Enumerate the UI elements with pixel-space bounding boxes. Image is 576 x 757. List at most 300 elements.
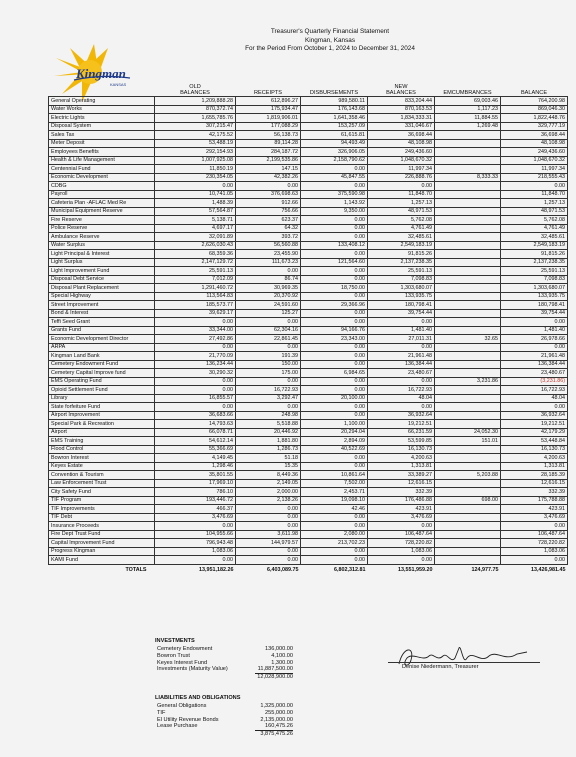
amount-cell: 66,078.71 xyxy=(155,428,236,437)
amount-cell xyxy=(435,258,501,267)
amount-cell: 1,881.80 xyxy=(236,437,301,446)
column-header: NEW BALANCES xyxy=(386,84,416,97)
amount-cell: 2,199,535.86 xyxy=(236,156,301,165)
amount-cell: 25,591.13 xyxy=(501,267,568,276)
amount-cell: 23,480.67 xyxy=(368,369,435,378)
amount-cell: 4,200.63 xyxy=(368,454,435,463)
amount-cell xyxy=(435,386,501,395)
amount-cell xyxy=(435,309,501,318)
amount-cell: 2,158,790.62 xyxy=(301,156,368,165)
table-row xyxy=(49,505,568,514)
amount-cell xyxy=(435,343,501,352)
table-row xyxy=(49,148,568,157)
amount-cell: 22,861.45 xyxy=(236,335,301,344)
totals-label: TOTALS xyxy=(125,566,147,573)
amount-cell: 20,294.04 xyxy=(301,428,368,437)
amount-cell: 796,943.48 xyxy=(155,539,236,548)
amount-cell xyxy=(435,505,501,514)
amount-cell: 0.00 xyxy=(236,403,301,412)
amount-cell: 53,488.19 xyxy=(155,139,236,148)
amount-cell: 423.91 xyxy=(368,505,435,514)
amount-cell: 0.00 xyxy=(301,267,368,276)
amount-cell xyxy=(435,284,501,293)
amount-cell: 0.00 xyxy=(501,556,568,565)
amount-cell xyxy=(435,131,501,140)
amount-cell: 28,185.39 xyxy=(501,471,568,480)
amount-cell: 111,673.23 xyxy=(236,258,301,267)
amount-cell: 42,175.52 xyxy=(155,131,236,140)
list-item: Bowron Trust 4,100.00 xyxy=(157,652,293,659)
amount-cell: 1,641,358.46 xyxy=(301,114,368,123)
amount-cell xyxy=(435,462,501,471)
amount-cell: 86.74 xyxy=(236,275,301,284)
amount-cell: 326,906.05 xyxy=(301,148,368,157)
table-row xyxy=(49,411,568,420)
table-row xyxy=(49,335,568,344)
amount-cell: 175.00 xyxy=(236,369,301,378)
fund-name-cell: Keyes Estate xyxy=(49,462,155,471)
fund-name-cell: EMS Operating Fund xyxy=(49,377,155,386)
amount-cell: 393.72 xyxy=(236,233,301,242)
table-row xyxy=(49,224,568,233)
amount-cell xyxy=(435,318,501,327)
fund-header xyxy=(49,84,155,97)
amount-cell: 0.00 xyxy=(155,343,236,352)
fund-name-cell: Insurance Proceeds xyxy=(49,522,155,531)
list-item: Lease Purchase 160,475.26 xyxy=(157,723,293,730)
fund-name-cell: Flood Control xyxy=(49,445,155,454)
fund-name-cell: ARPA xyxy=(49,343,155,352)
amount-cell: 329,777.19 xyxy=(501,122,568,131)
amount-cell xyxy=(435,445,501,454)
amount-cell: 42,382.26 xyxy=(236,173,301,182)
table-row xyxy=(49,292,568,301)
amount-cell: 30,290.32 xyxy=(155,369,236,378)
amount-cell: 0.00 xyxy=(501,343,568,352)
column-header: BALANCE xyxy=(520,90,548,97)
amount-cell: 249,436.60 xyxy=(501,148,568,157)
amount-cell xyxy=(435,488,501,497)
amount-cell: 23,480.67 xyxy=(501,369,568,378)
fund-name-cell: Teffi Seed Grant xyxy=(49,318,155,327)
investments-total: 12,028,900.00 xyxy=(255,673,293,680)
amount-cell xyxy=(435,352,501,361)
amount-cell: 4,761.49 xyxy=(368,224,435,233)
fund-name-cell: Special Park & Recreation xyxy=(49,420,155,429)
amount-cell: 16,855.57 xyxy=(155,394,236,403)
amount-cell xyxy=(435,479,501,488)
fund-name-cell: Progress Kingman xyxy=(49,547,155,556)
amount-cell: 193,446.72 xyxy=(155,496,236,505)
amount-cell: 25,591.13 xyxy=(368,267,435,276)
amount-cell: 1,257.13 xyxy=(501,199,568,208)
amount-cell: 5,762.08 xyxy=(368,216,435,225)
amount-cell xyxy=(435,156,501,165)
table-row xyxy=(49,394,568,403)
amount-cell xyxy=(435,530,501,539)
amount-cell: 213,702.23 xyxy=(301,539,368,548)
amount-cell: 2,549,183.19 xyxy=(501,241,568,250)
amount-cell: 1,313.81 xyxy=(501,462,568,471)
table-row xyxy=(49,165,568,174)
amount-cell: 144,979.57 xyxy=(236,539,301,548)
amount-cell: 2,137,238.35 xyxy=(501,258,568,267)
table-row xyxy=(49,369,568,378)
amount-cell: 150.00 xyxy=(236,360,301,369)
table-row xyxy=(49,318,568,327)
amount-cell: 48.04 xyxy=(501,394,568,403)
amount-cell: 0.00 xyxy=(155,377,236,386)
amount-cell: 106,487.64 xyxy=(501,530,568,539)
amount-cell: 756.66 xyxy=(236,207,301,216)
amount-cell: 0.00 xyxy=(236,182,301,191)
amount-cell xyxy=(435,556,501,565)
amount-cell: 10,861.64 xyxy=(301,471,368,480)
amount-cell: 0.00 xyxy=(155,403,236,412)
amount-cell: 0.00 xyxy=(236,505,301,514)
amount-cell: 23,455.90 xyxy=(236,250,301,259)
amount-cell xyxy=(435,250,501,259)
amount-cell: 0.00 xyxy=(301,292,368,301)
totals-row xyxy=(49,564,568,576)
amount-cell: 176,143.68 xyxy=(301,105,368,114)
amount-cell: 0.00 xyxy=(236,556,301,565)
amount-cell: 0.00 xyxy=(301,556,368,565)
amount-cell: 870,372.74 xyxy=(155,105,236,114)
amount-cell: 153,257.09 xyxy=(301,122,368,131)
amount-cell: 16,722.93 xyxy=(368,386,435,395)
amount-cell: 0.00 xyxy=(301,343,368,352)
table-row xyxy=(49,284,568,293)
amount-cell: 218,555.43 xyxy=(501,173,568,182)
fund-name-cell: Fire Dept Trust Fund xyxy=(49,530,155,539)
amount-cell: 0.00 xyxy=(301,216,368,225)
amount-cell: 1,303,680.07 xyxy=(368,284,435,293)
amount-cell: 16,130.73 xyxy=(368,445,435,454)
amount-cell: 3,476.69 xyxy=(368,513,435,522)
amount-cell: 4,149.45 xyxy=(155,454,236,463)
amount-cell: 42.46 xyxy=(301,505,368,514)
total-amount-cell: 13,551,959.20 xyxy=(398,566,433,573)
amount-cell: 0.00 xyxy=(236,547,301,556)
fund-name-cell: Law Enforcement Trust xyxy=(49,479,155,488)
amount-cell: 11,848.70 xyxy=(368,190,435,199)
amount-cell: 2,137,238.35 xyxy=(368,258,435,267)
amount-cell: 0.00 xyxy=(301,522,368,531)
table-row xyxy=(49,326,568,335)
list-item: Keyes Interest Fund 1,300.00 xyxy=(157,659,293,666)
fund-name-cell: General Operating xyxy=(49,97,155,106)
amount-cell: 0.00 xyxy=(236,513,301,522)
amount-cell: 2,453.71 xyxy=(301,488,368,497)
amount-cell: 1,117.23 xyxy=(435,105,501,114)
amount-cell: 0.00 xyxy=(236,522,301,531)
amount-cell: 1,291,460.72 xyxy=(155,284,236,293)
fund-name-cell: Opioid Settlement Fund xyxy=(49,386,155,395)
fund-name-cell: Light Improvement Fund xyxy=(49,267,155,276)
amount-cell: 151.01 xyxy=(435,437,501,446)
amount-cell: 57,564.87 xyxy=(155,207,236,216)
amount-cell: 176,486.88 xyxy=(368,496,435,505)
amount-cell: 20,100.00 xyxy=(301,394,368,403)
amount-cell: 35,801.55 xyxy=(155,471,236,480)
amount-cell: 16,722.93 xyxy=(236,386,301,395)
amount-cell: 0.00 xyxy=(368,318,435,327)
amount-cell: 1,083.06 xyxy=(155,547,236,556)
fund-name-cell: Ambulance Reserve xyxy=(49,233,155,242)
table-row xyxy=(49,547,568,556)
table-row xyxy=(49,343,568,352)
fund-name-cell: Airport xyxy=(49,428,155,437)
amount-cell: 121,564.60 xyxy=(301,258,368,267)
amount-cell: 11,848.70 xyxy=(501,190,568,199)
table-row xyxy=(49,403,568,412)
list-item: General Obligations 1,325,000.00 xyxy=(157,703,293,709)
amount-cell: (3,231.86) xyxy=(501,377,568,386)
table-row xyxy=(49,258,568,267)
amount-cell: 14,793.63 xyxy=(155,420,236,429)
amount-cell: 51.18 xyxy=(236,454,301,463)
amount-cell: 0.00 xyxy=(155,522,236,531)
amount-cell xyxy=(435,148,501,157)
amount-cell: 62,304.16 xyxy=(236,326,301,335)
amount-cell: 32.65 xyxy=(435,335,501,344)
amount-cell: 0.00 xyxy=(501,318,568,327)
investments-section xyxy=(155,637,293,681)
amount-cell: 2,080.00 xyxy=(301,530,368,539)
amount-cell: 19,098.10 xyxy=(301,496,368,505)
amount-cell: 248.98 xyxy=(236,411,301,420)
amount-cell: 0.00 xyxy=(301,352,368,361)
table-row xyxy=(49,530,568,539)
table-row xyxy=(49,105,568,114)
amount-cell: 1,269.48 xyxy=(435,122,501,131)
amount-cell: 7,012.09 xyxy=(155,275,236,284)
table-row xyxy=(49,97,568,106)
amount-cell: 16,722.93 xyxy=(501,386,568,395)
amount-cell xyxy=(435,403,501,412)
amount-cell: 2,626,030.43 xyxy=(155,241,236,250)
amount-cell xyxy=(435,267,501,276)
table-row xyxy=(49,437,568,446)
amount-cell: 48,971.53 xyxy=(368,207,435,216)
document-location: Kingman, Kansas xyxy=(304,36,356,44)
amount-cell: 61,615.81 xyxy=(301,131,368,140)
amount-cell: 113,564.83 xyxy=(155,292,236,301)
amount-cell: 26,978.66 xyxy=(501,335,568,344)
table-row xyxy=(49,496,568,505)
amount-cell: 11,884.55 xyxy=(435,114,501,123)
amount-cell xyxy=(435,216,501,225)
table-row xyxy=(49,131,568,140)
amount-cell xyxy=(435,301,501,310)
amount-cell: 0.00 xyxy=(155,556,236,565)
amount-cell: 1,481.40 xyxy=(368,326,435,335)
amount-cell xyxy=(435,139,501,148)
table-row xyxy=(49,139,568,148)
amount-cell: 284,187.72 xyxy=(236,148,301,157)
total-amount-cell: 124,977.75 xyxy=(471,566,499,573)
amount-cell xyxy=(435,369,501,378)
fund-name-cell: Sales Tax xyxy=(49,131,155,140)
document-header xyxy=(200,28,460,54)
liabilities-total: 3,875,475.26 xyxy=(255,730,293,737)
total-amount-cell: 6,403,089.75 xyxy=(267,566,299,573)
amount-cell: 136,384.44 xyxy=(368,360,435,369)
table-row xyxy=(49,190,568,199)
table-row xyxy=(49,275,568,284)
fund-name-cell: Disposal System xyxy=(49,122,155,131)
amount-cell: 1,481.40 xyxy=(501,326,568,335)
logo-text: Kingman xyxy=(76,66,126,81)
signature-name: Denise Niedermann, Treasurer xyxy=(402,664,479,670)
table-row xyxy=(49,122,568,131)
amount-cell: 331,046.67 xyxy=(368,122,435,131)
table-row xyxy=(49,539,568,548)
fund-name-cell: Disposal Debt Service xyxy=(49,275,155,284)
amount-cell: 0.00 xyxy=(301,454,368,463)
amount-cell: 0.00 xyxy=(301,233,368,242)
fund-name-cell: Light Surplus xyxy=(49,258,155,267)
amount-cell: 1,834,333.31 xyxy=(368,114,435,123)
amount-cell xyxy=(435,360,501,369)
table-row xyxy=(49,454,568,463)
fund-name-cell: Centennial Fund xyxy=(49,165,155,174)
table-row xyxy=(49,309,568,318)
amount-cell xyxy=(435,420,501,429)
column-header: RECEIPTS xyxy=(254,90,282,97)
amount-cell: 48.04 xyxy=(368,394,435,403)
table-row xyxy=(49,199,568,208)
table-row xyxy=(49,445,568,454)
amount-cell: 69,003.46 xyxy=(435,97,501,106)
total-amount-cell: 13,951,182.26 xyxy=(199,566,234,573)
investments-title: INVESTMENTS xyxy=(155,638,195,644)
amount-cell: 20,446.92 xyxy=(236,428,301,437)
amount-cell: 7,098.83 xyxy=(368,275,435,284)
amount-cell: 764,200.98 xyxy=(501,97,568,106)
table-row xyxy=(49,479,568,488)
amount-cell: 53,599.85 xyxy=(368,437,435,446)
amount-cell: 89,114.28 xyxy=(236,139,301,148)
list-item: El Utility Revenue Bonds 2,135,000.00 xyxy=(157,716,293,723)
amount-cell: 91,815.26 xyxy=(368,250,435,259)
table-row xyxy=(49,471,568,480)
amount-cell: 68,359.36 xyxy=(155,250,236,259)
table-row xyxy=(49,420,568,429)
fund-name-cell: Electric Lights xyxy=(49,114,155,123)
table-row xyxy=(49,386,568,395)
amount-cell xyxy=(435,207,501,216)
amount-cell xyxy=(435,513,501,522)
amount-cell: 1,298.46 xyxy=(155,462,236,471)
amount-cell: 42,179.29 xyxy=(501,428,568,437)
amount-cell: 332.39 xyxy=(501,488,568,497)
table-row xyxy=(49,301,568,310)
amount-cell: 0.00 xyxy=(301,275,368,284)
amount-cell: 0.00 xyxy=(236,343,301,352)
amount-cell: 1,083.06 xyxy=(501,547,568,556)
amount-cell: 136,384.44 xyxy=(501,360,568,369)
amount-cell: 2,138.26 xyxy=(236,496,301,505)
fund-name-cell: Light Principal & Interest xyxy=(49,250,155,259)
amount-cell: 36,698.44 xyxy=(501,131,568,140)
fund-name-cell: Meter Deposit xyxy=(49,139,155,148)
amount-cell: 94,166.76 xyxy=(301,326,368,335)
amount-cell: 48,108.98 xyxy=(368,139,435,148)
amount-cell: 15.35 xyxy=(236,462,301,471)
amount-cell: 32,485.61 xyxy=(501,233,568,242)
fund-name-cell: TIF Debt xyxy=(49,513,155,522)
amount-cell: 1,655,785.76 xyxy=(155,114,236,123)
amount-cell: 39,629.17 xyxy=(155,309,236,318)
amount-cell: 0.00 xyxy=(301,318,368,327)
amount-cell xyxy=(435,411,501,420)
amount-cell: 0.00 xyxy=(501,522,568,531)
amount-cell: 292,154.93 xyxy=(155,148,236,157)
amount-cell: 21,961.48 xyxy=(501,352,568,361)
liabilities-section xyxy=(155,694,293,738)
amount-cell: 1,048,670.32 xyxy=(368,156,435,165)
amount-cell: 623.37 xyxy=(236,216,301,225)
amount-cell xyxy=(435,539,501,548)
amount-cell: 1,257.13 xyxy=(368,199,435,208)
amount-cell: 10,741.05 xyxy=(155,190,236,199)
document-title: Treasurer's Quarterly Financial Statement xyxy=(270,28,390,35)
amount-cell: 728,220.82 xyxy=(368,539,435,548)
amount-cell: 133,408.12 xyxy=(301,241,368,250)
amount-cell xyxy=(435,165,501,174)
amount-cell: 16,130.73 xyxy=(501,445,568,454)
table-row xyxy=(49,156,568,165)
amount-cell: 32,091.89 xyxy=(155,233,236,242)
table-row xyxy=(49,522,568,531)
table-row xyxy=(49,556,568,565)
total-amount-cell: 6,802,312.81 xyxy=(334,566,366,573)
amount-cell: 0.00 xyxy=(301,250,368,259)
fund-name-cell: Economic Development Director xyxy=(49,335,155,344)
amount-cell: 0.00 xyxy=(301,182,368,191)
amount-cell: 1,083.06 xyxy=(368,547,435,556)
amount-cell: 191.39 xyxy=(236,352,301,361)
amount-cell: 5,762.08 xyxy=(501,216,568,225)
amount-cell: 185,573.77 xyxy=(155,301,236,310)
amount-cell: 94,493.49 xyxy=(301,139,368,148)
amount-cell: 20,370.92 xyxy=(236,292,301,301)
amount-cell: 33,344.00 xyxy=(155,326,236,335)
amount-cell: 0.00 xyxy=(301,165,368,174)
amount-cell: 54,612.14 xyxy=(155,437,236,446)
signature-line xyxy=(388,662,540,663)
fund-name-cell: Convention & Tourism xyxy=(49,471,155,480)
fund-name-cell: EMS Training xyxy=(49,437,155,446)
table-row xyxy=(49,352,568,361)
fund-name-cell: Payroll xyxy=(49,190,155,199)
amount-cell: 1,303,680.07 xyxy=(501,284,568,293)
amount-cell: 0.00 xyxy=(301,360,368,369)
amount-cell xyxy=(435,199,501,208)
amount-cell: 376,698.63 xyxy=(236,190,301,199)
amount-cell: 1,313.81 xyxy=(368,462,435,471)
amount-cell: 23,343.00 xyxy=(301,335,368,344)
amount-cell: 0.00 xyxy=(368,403,435,412)
list-item: Investments (Maturity Value) 11,887,500.00 xyxy=(157,666,293,673)
amount-cell xyxy=(435,522,501,531)
amount-cell: 32,485.61 xyxy=(368,233,435,242)
amount-cell: 0.00 xyxy=(301,513,368,522)
amount-cell: 0.00 xyxy=(155,182,236,191)
amount-cell xyxy=(435,326,501,335)
